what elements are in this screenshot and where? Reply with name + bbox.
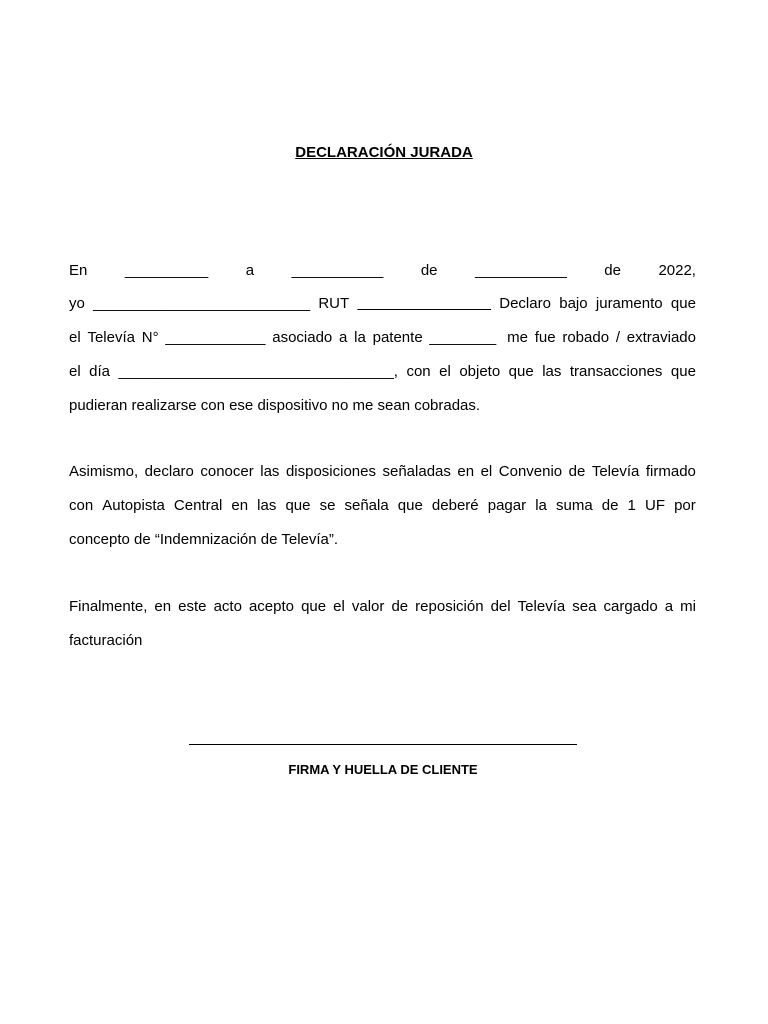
p1-line-2 (69, 295, 696, 313)
p1-l3-w2: N° (141, 329, 159, 346)
p1-l4-blank-date: _________________________________, (118, 363, 398, 380)
p2-l2-w7: señala (344, 497, 389, 514)
p2-line-1 (69, 463, 696, 481)
p1-l2-w4: Declaro (499, 295, 551, 312)
p1-l1-blank-month: ___________ (291, 262, 384, 279)
p3-l1-w9: reposición (415, 598, 484, 615)
p3-l1-w12: sea (572, 598, 597, 615)
p2-l2-w2: Central (173, 497, 223, 514)
p2-l1-w7: el (480, 463, 493, 480)
p3-l1-w5: que (301, 598, 327, 615)
p3-line-2 (69, 632, 696, 650)
p1-l2-w5: bajo (559, 295, 588, 312)
p1-l3-w7: patente (372, 329, 423, 346)
p3-l1-w10: del (490, 598, 511, 615)
p3-l2-text: facturación (69, 632, 143, 649)
signature-label: FIRMA Y HUELLA DE CLIENTE (288, 762, 478, 777)
p2-l1-w1: declaro (144, 463, 194, 480)
p2-l2-w10: pagar (487, 497, 527, 514)
p2-l1-w11: firmado (645, 463, 696, 480)
p1-l4-w6: que (508, 363, 534, 380)
p3-l1-w14: a (664, 598, 674, 615)
p2-l2-w9: deberé (431, 497, 479, 514)
p3-l1-w4: acepto (248, 598, 295, 615)
p1-l3-blank-tag: ____________ (165, 329, 266, 346)
p2-l1-w8: Convenio (498, 463, 563, 480)
p1-l1-w2: a (245, 262, 255, 279)
p2-l2-w12: suma (555, 497, 593, 514)
p2-l1-w2: conocer (200, 463, 254, 480)
p3-l1-w13: cargado (603, 598, 658, 615)
p2-l2-w13: de (601, 497, 619, 514)
document-title: DECLARACIÓN JURADA (295, 144, 473, 161)
p1-line-5 (69, 397, 696, 415)
signature-line (189, 744, 577, 745)
p2-l1-w6: en (457, 463, 475, 480)
p3-l1-w8: de (391, 598, 409, 615)
p2-l1-w5: señaladas (382, 463, 451, 480)
p1-l2-blank-rut: ________________ (357, 295, 491, 312)
p1-l2-w7: que (670, 295, 696, 312)
p3-l1-w1: en (154, 598, 172, 615)
p1-l3-w4: asociado (272, 329, 333, 346)
p1-line-1 (69, 262, 696, 280)
p2-line-2 (69, 497, 696, 515)
p3-l1-w0: Finalmente, (69, 598, 148, 615)
p3-l1-w11: Televía (517, 598, 566, 615)
p3-line-1 (69, 598, 696, 616)
p2-l2-w4: las (257, 497, 277, 514)
p1-l4-w0: el (69, 363, 81, 380)
p1-l1-blank-day: __________ (124, 262, 209, 279)
p1-l4-w3: con (406, 363, 431, 380)
p1-l4-w1: día (89, 363, 111, 380)
p1-l3-w5: a (339, 329, 348, 346)
p2-l2-w6: se (319, 497, 336, 514)
p2-l1-w3: las (260, 463, 280, 480)
p3-l1-w6: el (333, 598, 345, 615)
p1-l3-w6: la (354, 329, 366, 346)
p1-l4-w4: el (439, 363, 451, 380)
p1-l2-w6: juramento (595, 295, 663, 312)
p1-l5-text: pudieran realizarse con ese dispositivo no me sean cobradas. (69, 397, 481, 414)
p1-l3-w0: el (69, 329, 81, 346)
p2-l3-text: concepto de “Indemnización de Televía”. (69, 531, 339, 548)
p1-l1-w0: En (69, 262, 88, 279)
p1-l1-w4: de (420, 262, 438, 279)
p1-l3-blank-plate: ________ (429, 329, 497, 346)
p1-l3-w1: Televía (87, 329, 135, 346)
p2-l2-w5: que (285, 497, 311, 514)
p1-l3-w12: / (615, 329, 620, 346)
p2-l1-w0: Asimismo, (69, 463, 139, 480)
p3-l1-w3: acto (213, 598, 242, 615)
p2-l2-w14: 1 (627, 497, 636, 514)
p2-l1-w4: disposiciones (285, 463, 376, 480)
p1-l1-w6: de (604, 262, 621, 279)
p1-l1-year: 2022, (658, 262, 696, 279)
p1-l3-w11: robado (562, 329, 610, 346)
p2-l2-w3: en (231, 497, 249, 514)
p1-l4-w8: transacciones (569, 363, 663, 380)
p1-l1-blank-place: ___________ (475, 262, 567, 279)
p1-l4-w9: que (670, 363, 696, 380)
p2-l2-w11: la (535, 497, 547, 514)
p2-line-3 (69, 531, 696, 549)
p1-line-3 (69, 329, 696, 347)
p1-l2-w0: yo (69, 295, 85, 312)
p1-l4-w7: las (542, 363, 562, 380)
p2-l2-w16: por (674, 497, 696, 514)
p1-l3-w9: me (502, 329, 528, 346)
p3-l1-w7: valor (351, 598, 385, 615)
p1-line-4 (69, 363, 696, 381)
p2-l1-w10: Televía (591, 463, 640, 480)
p1-l2-w2: RUT (318, 295, 350, 312)
p2-l2-w0: con (69, 497, 94, 514)
p1-l4-w5: objeto (459, 363, 501, 380)
p1-l3-w10: fue (534, 329, 556, 346)
p1-l3-w13: extraviado (626, 329, 696, 346)
p2-l2-w8: que (397, 497, 423, 514)
p3-l1-w2: este (178, 598, 207, 615)
p2-l2-w15: UF (644, 497, 665, 514)
p1-l2-blank-name: __________________________ (93, 295, 311, 312)
p3-l1-w15: mi (680, 598, 696, 615)
p2-l1-w9: de (568, 463, 586, 480)
p2-l2-w1: Autopista (102, 497, 165, 514)
